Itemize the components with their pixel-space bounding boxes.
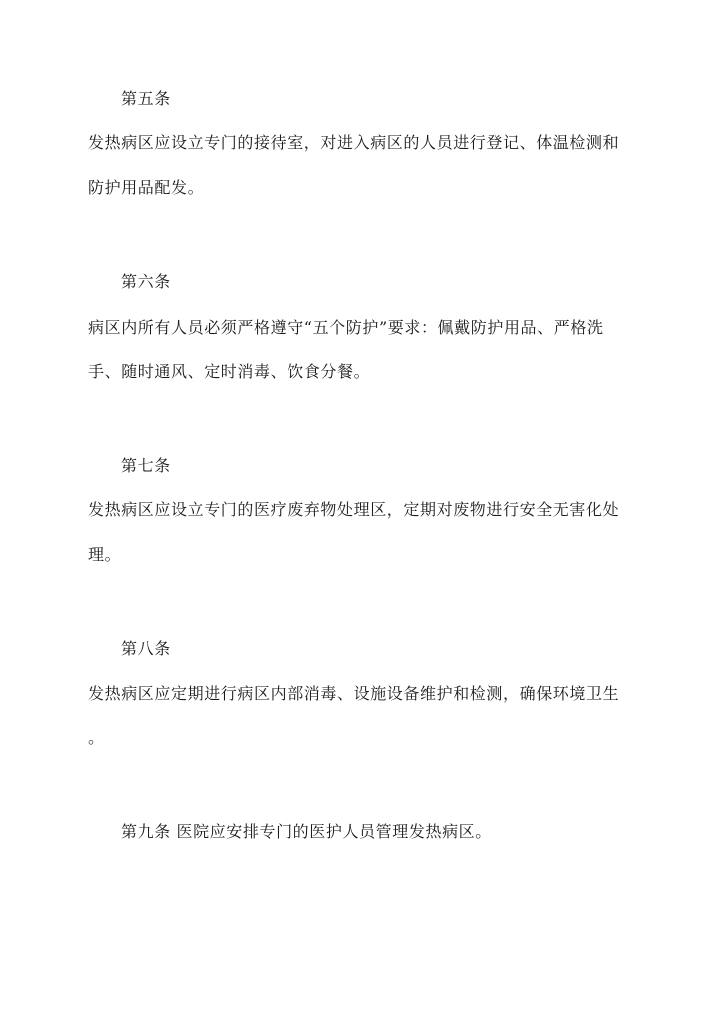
article-7-heading: 第七条 xyxy=(121,456,171,475)
article-8-line-2: 。 xyxy=(88,728,105,747)
article-9-heading: 第九条 医院应安排专门的医护人员管理发热病区。 xyxy=(121,822,492,841)
article-8-heading: 第八条 xyxy=(121,639,171,658)
article-6-line-2: 手、随时通风、定时消毒、饮食分餐。 xyxy=(88,362,371,381)
article-6-heading: 第六条 xyxy=(121,272,171,291)
article-7-line-1: 发热病区应设立专门的医疗废弃物处理区，定期对废物进行安全无害化处 xyxy=(88,500,620,519)
article-6-line-1: 病区内所有人员必须严格遵守“五个防护”要求：佩戴防护用品、严格洗 xyxy=(88,318,604,337)
article-5-line-1: 发热病区应设立专门的接待室，对进入病区的人员进行登记、体温检测和 xyxy=(88,133,620,152)
article-5-line-2: 防护用品配发。 xyxy=(88,178,205,197)
article-5-heading: 第五条 xyxy=(121,89,171,108)
article-7-line-2: 理。 xyxy=(88,545,122,564)
article-8-line-1: 发热病区应定期进行病区内部消毒、设施设备维护和检测，确保环境卫生 xyxy=(88,684,620,703)
